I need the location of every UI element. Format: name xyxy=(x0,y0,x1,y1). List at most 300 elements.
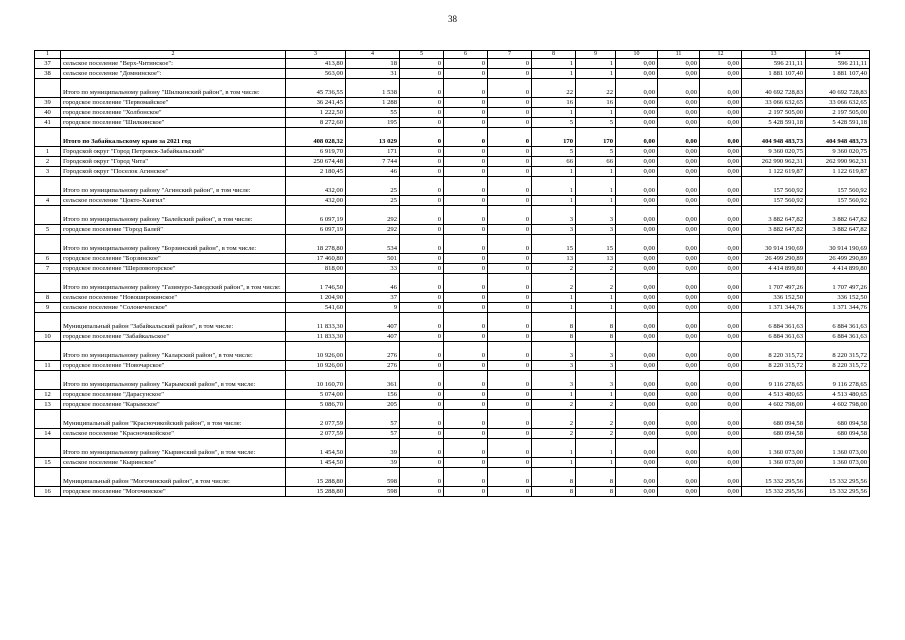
value-cell: 0 xyxy=(488,127,532,146)
value-cell: 0 xyxy=(444,166,488,176)
value-cell: 0 xyxy=(400,486,444,496)
value-cell: 0,00 xyxy=(700,486,742,496)
value-cell: 0 xyxy=(444,205,488,224)
value-cell: 8 220 315,72 xyxy=(806,360,870,370)
value-cell: 0 xyxy=(400,68,444,78)
value-cell: 0 xyxy=(400,253,444,263)
value-cell: 336 152,50 xyxy=(806,292,870,302)
value-cell: 6 884 361,63 xyxy=(742,312,806,331)
row-number-cell: 15 xyxy=(35,457,61,467)
value-cell: 6 884 361,63 xyxy=(742,331,806,341)
table-row xyxy=(35,302,870,312)
value-cell: 413,80 xyxy=(286,58,346,68)
value-cell: 0 xyxy=(400,107,444,117)
value-cell: 6 919,70 xyxy=(286,146,346,156)
value-cell: 0 xyxy=(488,107,532,117)
value-cell: 0,00 xyxy=(616,127,658,146)
value-cell: 0 xyxy=(444,263,488,273)
value-cell: 0,00 xyxy=(616,146,658,156)
value-cell: 0,00 xyxy=(616,409,658,428)
value-cell: 3 xyxy=(532,360,576,370)
col-header: 10 xyxy=(616,51,658,59)
value-cell: 0 xyxy=(400,78,444,97)
value-cell: 0 xyxy=(488,486,532,496)
value-cell: 3 xyxy=(576,205,616,224)
col-header: 2 xyxy=(61,51,286,59)
value-cell: 0 xyxy=(444,97,488,107)
table-row xyxy=(35,389,870,399)
value-cell: 0 xyxy=(400,341,444,360)
name-cell: Муниципальный район "Красночикойский район", в том числе: xyxy=(61,409,286,428)
value-cell: 1 454,50 xyxy=(286,438,346,457)
value-cell: 0,00 xyxy=(700,312,742,331)
value-cell: 0,00 xyxy=(616,97,658,107)
value-cell: 0,00 xyxy=(658,205,700,224)
value-cell: 0 xyxy=(444,302,488,312)
value-cell: 0,00 xyxy=(658,467,700,486)
value-cell: 0 xyxy=(444,176,488,195)
value-cell: 11 833,30 xyxy=(286,331,346,341)
value-cell: 2 xyxy=(576,409,616,428)
col-header: 3 xyxy=(286,51,346,59)
value-cell: 0 xyxy=(444,438,488,457)
table-row xyxy=(35,156,870,166)
value-cell: 0,00 xyxy=(700,273,742,292)
value-cell: 0 xyxy=(444,292,488,302)
value-cell: 1 xyxy=(576,438,616,457)
value-cell: 0 xyxy=(400,97,444,107)
col-header: 7 xyxy=(488,51,532,59)
table-row xyxy=(35,166,870,176)
value-cell: 1 371 344,76 xyxy=(806,302,870,312)
name-cell: Итого по муниципальному району "Шилкинский район", в том числе: xyxy=(61,78,286,97)
row-number-cell: 41 xyxy=(35,117,61,127)
value-cell: 0 xyxy=(488,409,532,428)
value-cell: 33 066 632,65 xyxy=(806,97,870,107)
value-cell: 0,00 xyxy=(616,292,658,302)
name-cell: Городской округ "Город Петровск-Забайкальский" xyxy=(61,146,286,156)
value-cell: 31 xyxy=(346,68,400,78)
row-number-cell xyxy=(35,234,61,253)
value-cell: 22 xyxy=(576,78,616,97)
value-cell: 2 xyxy=(532,399,576,409)
value-cell: 292 xyxy=(346,224,400,234)
value-cell: 0 xyxy=(488,156,532,166)
row-number-cell: 38 xyxy=(35,68,61,78)
value-cell: 0 xyxy=(488,389,532,399)
value-cell: 22 xyxy=(532,78,576,97)
name-cell: Городской округ "Город Чита" xyxy=(61,156,286,166)
value-cell: 1 xyxy=(576,58,616,68)
name-cell: городское поселение "Новочарское" xyxy=(61,360,286,370)
table-row xyxy=(35,205,870,224)
value-cell: 534 xyxy=(346,234,400,253)
row-number-cell xyxy=(35,438,61,457)
value-cell: 1 xyxy=(576,68,616,78)
value-cell: 262 990 962,31 xyxy=(742,156,806,166)
value-cell: 0,00 xyxy=(616,312,658,331)
value-cell: 680 094,58 xyxy=(742,428,806,438)
name-cell: городское поселение "Могочинское" xyxy=(61,486,286,496)
value-cell: 2 xyxy=(576,399,616,409)
value-cell: 0,00 xyxy=(616,302,658,312)
value-cell: 0 xyxy=(400,409,444,428)
value-cell: 0 xyxy=(444,58,488,68)
value-cell: 0 xyxy=(400,273,444,292)
value-cell: 3 882 647,82 xyxy=(806,224,870,234)
value-cell: 3 882 647,82 xyxy=(742,205,806,224)
value-cell: 0 xyxy=(444,195,488,205)
name-cell: городское поселение "Шилкинское" xyxy=(61,117,286,127)
row-number-cell xyxy=(35,273,61,292)
value-cell: 1 xyxy=(532,58,576,68)
col-header: 8 xyxy=(532,51,576,59)
row-number-cell xyxy=(35,205,61,224)
value-cell: 0,00 xyxy=(658,253,700,263)
name-cell: Муниципальный район "Могочинский район", в том числе: xyxy=(61,467,286,486)
value-cell: 5 428 591,18 xyxy=(742,117,806,127)
name-cell: городское поселение "Забайкальское" xyxy=(61,331,286,341)
table-row xyxy=(35,195,870,205)
value-cell: 0 xyxy=(488,176,532,195)
name-cell: Итого по муниципальному району "Каларский район", в том числе: xyxy=(61,341,286,360)
value-cell: 3 xyxy=(576,224,616,234)
value-cell: 0 xyxy=(400,156,444,166)
value-cell: 0,00 xyxy=(658,370,700,389)
col-header: 6 xyxy=(444,51,488,59)
value-cell: 0,00 xyxy=(658,273,700,292)
value-cell: 262 990 962,31 xyxy=(806,156,870,166)
value-cell: 0,00 xyxy=(658,78,700,97)
value-cell: 0,00 xyxy=(658,360,700,370)
value-cell: 0 xyxy=(400,263,444,273)
name-cell: городское поселение "Карымское" xyxy=(61,399,286,409)
value-cell: 195 xyxy=(346,117,400,127)
value-cell: 4 513 480,65 xyxy=(742,389,806,399)
value-cell: 55 xyxy=(346,107,400,117)
value-cell: 0,00 xyxy=(616,399,658,409)
value-cell: 0,00 xyxy=(616,234,658,253)
value-cell: 1 xyxy=(576,195,616,205)
value-cell: 818,00 xyxy=(286,263,346,273)
row-number-cell: 12 xyxy=(35,389,61,399)
value-cell: 0,00 xyxy=(658,399,700,409)
value-cell: 3 xyxy=(576,341,616,360)
value-cell: 46 xyxy=(346,273,400,292)
value-cell: 170 xyxy=(532,127,576,146)
value-cell: 33 066 632,65 xyxy=(742,97,806,107)
value-cell: 157 560,92 xyxy=(742,195,806,205)
value-cell: 8 xyxy=(576,486,616,496)
value-cell: 66 xyxy=(576,156,616,166)
value-cell: 0,00 xyxy=(658,127,700,146)
value-cell: 0,00 xyxy=(658,457,700,467)
value-cell: 0,00 xyxy=(658,331,700,341)
value-cell: 4 602 798,00 xyxy=(806,399,870,409)
name-cell: сельское поселение "Красночикойское" xyxy=(61,428,286,438)
value-cell: 4 414 899,80 xyxy=(806,263,870,273)
value-cell: 408 028,32 xyxy=(286,127,346,146)
value-cell: 0,00 xyxy=(700,409,742,428)
value-cell: 8 220 315,72 xyxy=(806,341,870,360)
value-cell: 3 882 647,82 xyxy=(806,205,870,224)
page-number: 38 xyxy=(448,14,457,24)
table-row xyxy=(35,370,870,389)
value-cell: 0 xyxy=(488,341,532,360)
value-cell: 0,00 xyxy=(616,224,658,234)
value-cell: 15 xyxy=(532,234,576,253)
value-cell: 0 xyxy=(444,224,488,234)
value-cell: 0 xyxy=(400,467,444,486)
value-cell: 1 xyxy=(532,389,576,399)
table-row xyxy=(35,263,870,273)
row-number-cell: 37 xyxy=(35,58,61,68)
value-cell: 36 241,45 xyxy=(286,97,346,107)
value-cell: 0,00 xyxy=(700,292,742,302)
value-cell: 1 xyxy=(576,107,616,117)
value-cell: 0 xyxy=(444,234,488,253)
value-cell: 0,00 xyxy=(616,117,658,127)
value-cell: 0,00 xyxy=(616,457,658,467)
value-cell: 3 xyxy=(576,370,616,389)
value-cell: 6 884 361,63 xyxy=(806,331,870,341)
value-cell: 25 xyxy=(346,176,400,195)
table-row xyxy=(35,253,870,263)
value-cell: 0 xyxy=(444,78,488,97)
value-cell: 0,00 xyxy=(616,467,658,486)
value-cell: 0,00 xyxy=(616,428,658,438)
value-cell: 407 xyxy=(346,331,400,341)
value-cell: 0,00 xyxy=(616,176,658,195)
value-cell: 0,00 xyxy=(658,234,700,253)
value-cell: 596 211,11 xyxy=(742,58,806,68)
value-cell: 1 xyxy=(532,195,576,205)
value-cell: 0,00 xyxy=(700,156,742,166)
value-cell: 292 xyxy=(346,205,400,224)
value-cell: 0 xyxy=(444,428,488,438)
value-cell: 18 278,80 xyxy=(286,234,346,253)
value-cell: 1 538 xyxy=(346,78,400,97)
value-cell: 0,00 xyxy=(616,263,658,273)
value-cell: 0 xyxy=(444,156,488,166)
value-cell: 8 xyxy=(576,312,616,331)
row-number-cell: 7 xyxy=(35,263,61,273)
value-cell: 8 xyxy=(576,467,616,486)
value-cell: 0,00 xyxy=(616,389,658,399)
value-cell: 1 xyxy=(532,438,576,457)
value-cell: 1 360 073,00 xyxy=(806,457,870,467)
value-cell: 10 160,70 xyxy=(286,370,346,389)
value-cell: 0 xyxy=(488,253,532,263)
value-cell: 8 xyxy=(532,486,576,496)
row-number-cell: 14 xyxy=(35,428,61,438)
value-cell: 0,00 xyxy=(700,331,742,341)
value-cell: 170 xyxy=(576,127,616,146)
value-cell: 1 xyxy=(532,107,576,117)
value-cell: 7 744 xyxy=(346,156,400,166)
value-cell: 0,00 xyxy=(700,389,742,399)
name-cell: Итого по муниципальному району "Борзинский район", в том числе: xyxy=(61,234,286,253)
value-cell: 0,00 xyxy=(658,409,700,428)
value-cell: 3 xyxy=(532,370,576,389)
col-header: 9 xyxy=(576,51,616,59)
value-cell: 1 371 344,76 xyxy=(742,302,806,312)
value-cell: 0,00 xyxy=(658,263,700,273)
value-cell: 0,00 xyxy=(700,127,742,146)
value-cell: 9 360 020,75 xyxy=(806,146,870,156)
value-cell: 15 xyxy=(576,234,616,253)
value-cell: 0 xyxy=(400,428,444,438)
value-cell: 1 122 619,87 xyxy=(806,166,870,176)
value-cell: 1 xyxy=(532,68,576,78)
row-number-cell: 3 xyxy=(35,166,61,176)
value-cell: 1 222,50 xyxy=(286,107,346,117)
value-cell: 0 xyxy=(488,263,532,273)
name-cell: сельское поселение "Новоширокинское" xyxy=(61,292,286,302)
table-row xyxy=(35,58,870,68)
value-cell: 407 xyxy=(346,312,400,331)
table-row xyxy=(35,117,870,127)
value-cell: 0 xyxy=(488,97,532,107)
value-cell: 8 xyxy=(532,467,576,486)
value-cell: 0 xyxy=(444,467,488,486)
row-number-cell xyxy=(35,176,61,195)
value-cell: 0,00 xyxy=(700,166,742,176)
value-cell: 0,00 xyxy=(616,341,658,360)
value-cell: 3 xyxy=(576,360,616,370)
table-row xyxy=(35,127,870,146)
table-row xyxy=(35,341,870,360)
table-row xyxy=(35,486,870,496)
value-cell: 4 602 798,00 xyxy=(742,399,806,409)
value-cell: 8 xyxy=(532,331,576,341)
value-cell: 598 xyxy=(346,467,400,486)
row-number-cell xyxy=(35,370,61,389)
value-cell: 66 xyxy=(532,156,576,166)
value-cell: 0 xyxy=(400,205,444,224)
value-cell: 1 xyxy=(532,457,576,467)
value-cell: 0 xyxy=(488,302,532,312)
table-row xyxy=(35,399,870,409)
value-cell: 0 xyxy=(444,409,488,428)
table-row xyxy=(35,331,870,341)
table-row xyxy=(35,360,870,370)
value-cell: 8 xyxy=(532,312,576,331)
col-header: 1 xyxy=(35,51,61,59)
row-number-cell: 6 xyxy=(35,253,61,263)
value-cell: 1 xyxy=(576,389,616,399)
value-cell: 680 094,58 xyxy=(806,428,870,438)
value-cell: 5 xyxy=(532,146,576,156)
value-cell: 0,00 xyxy=(616,78,658,97)
value-cell: 13 029 xyxy=(346,127,400,146)
value-cell: 0,00 xyxy=(700,97,742,107)
value-cell: 0 xyxy=(488,399,532,409)
value-cell: 0 xyxy=(444,389,488,399)
table-row xyxy=(35,224,870,234)
value-cell: 0 xyxy=(400,166,444,176)
value-cell: 1 xyxy=(576,457,616,467)
col-header: 12 xyxy=(700,51,742,59)
value-cell: 15 288,80 xyxy=(286,467,346,486)
value-cell: 15 332 295,56 xyxy=(742,486,806,496)
value-cell: 0,00 xyxy=(658,389,700,399)
value-cell: 45 736,55 xyxy=(286,78,346,97)
value-cell: 0,00 xyxy=(700,263,742,273)
value-cell: 0 xyxy=(488,292,532,302)
value-cell: 404 948 483,73 xyxy=(806,127,870,146)
value-cell: 5 xyxy=(576,146,616,156)
value-cell: 1 360 073,00 xyxy=(806,438,870,457)
value-cell: 30 914 190,69 xyxy=(742,234,806,253)
value-cell: 15 288,80 xyxy=(286,486,346,496)
value-cell: 680 094,58 xyxy=(806,409,870,428)
value-cell: 0,00 xyxy=(658,195,700,205)
value-cell: 0,00 xyxy=(616,273,658,292)
value-cell: 0,00 xyxy=(700,68,742,78)
value-cell: 30 914 190,69 xyxy=(806,234,870,253)
value-cell: 1 xyxy=(532,292,576,302)
value-cell: 0 xyxy=(400,312,444,331)
name-cell: сельское поселение "Домнинское": xyxy=(61,68,286,78)
value-cell: 0,00 xyxy=(658,146,700,156)
value-cell: 0 xyxy=(400,389,444,399)
value-cell: 0 xyxy=(400,234,444,253)
value-cell: 0 xyxy=(400,195,444,205)
value-cell: 0 xyxy=(488,273,532,292)
value-cell: 1 xyxy=(576,292,616,302)
value-cell: 26 499 290,89 xyxy=(742,253,806,263)
table-row xyxy=(35,273,870,292)
value-cell: 0 xyxy=(400,224,444,234)
value-cell: 0,00 xyxy=(700,399,742,409)
row-number-cell: 39 xyxy=(35,97,61,107)
value-cell: 0,00 xyxy=(700,438,742,457)
value-cell: 0 xyxy=(444,341,488,360)
value-cell: 0 xyxy=(488,467,532,486)
value-cell: 0 xyxy=(400,399,444,409)
table-row xyxy=(35,457,870,467)
value-cell: 2 xyxy=(576,273,616,292)
value-cell: 0 xyxy=(400,438,444,457)
value-cell: 1 xyxy=(576,302,616,312)
value-cell: 0,00 xyxy=(658,58,700,68)
value-cell: 0 xyxy=(444,253,488,263)
value-cell: 0,00 xyxy=(616,438,658,457)
value-cell: 0 xyxy=(400,331,444,341)
value-cell: 0,00 xyxy=(658,156,700,166)
value-cell: 276 xyxy=(346,360,400,370)
name-cell: Муниципальный район "Забайкальский район", в том числе: xyxy=(61,312,286,331)
value-cell: 6 884 361,63 xyxy=(806,312,870,331)
value-cell: 0 xyxy=(444,107,488,117)
table-row xyxy=(35,176,870,195)
col-header: 5 xyxy=(400,51,444,59)
value-cell: 0,00 xyxy=(616,205,658,224)
name-cell: городское поселение "Борзинское" xyxy=(61,253,286,263)
value-cell: 0,00 xyxy=(658,107,700,117)
value-cell: 0,00 xyxy=(700,58,742,68)
value-cell: 0 xyxy=(400,127,444,146)
value-cell: 0 xyxy=(444,331,488,341)
value-cell: 0,00 xyxy=(700,195,742,205)
row-number-cell xyxy=(35,341,61,360)
value-cell: 0,00 xyxy=(658,176,700,195)
value-cell: 0,00 xyxy=(658,486,700,496)
value-cell: 5 428 591,18 xyxy=(806,117,870,127)
value-cell: 8 xyxy=(576,331,616,341)
value-cell: 33 xyxy=(346,263,400,273)
